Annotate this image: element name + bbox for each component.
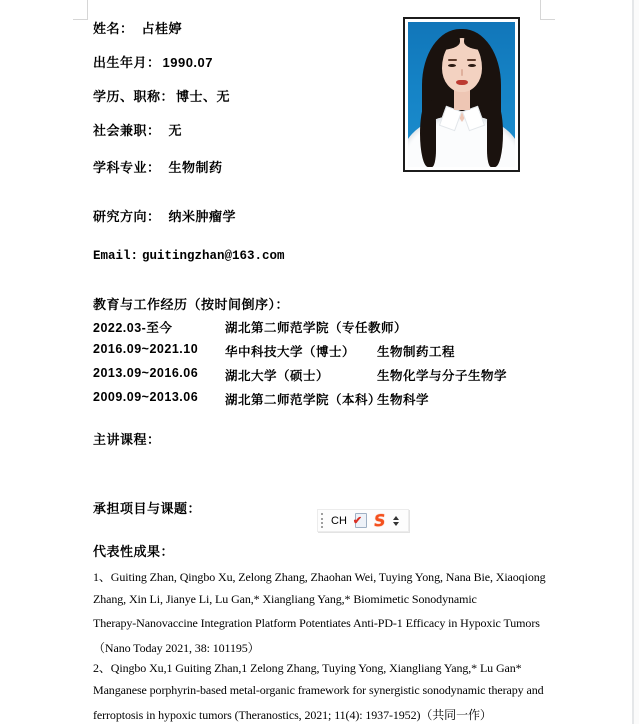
education-period: 2022.03-至今 — [93, 321, 173, 335]
education-period: 2016.09~2021.10 — [93, 342, 199, 356]
field-label: Email: — [93, 249, 139, 263]
profile-photo[interactable] — [403, 17, 520, 172]
ime-pad-icon[interactable] — [352, 513, 367, 528]
publication-line: ferroptosis in hypoxic tumors (Theranostics, 2021; 11(4): 1937-1952)（共同一作） — [93, 708, 492, 722]
projects-heading: 承担项目与课题： — [93, 501, 202, 516]
crop-mark-line — [540, 0, 541, 20]
crop-mark-line — [87, 0, 88, 20]
photo-face — [442, 38, 482, 92]
photo-brow — [467, 59, 476, 61]
field-degree-title — [93, 86, 230, 105]
publication-line: 2、Qingbo Xu,1 Guiting Zhan,1 Zelong Zhang, Tuying Yong, Xiangliang Yang,* Lu Gan* — [93, 661, 522, 675]
achievements-heading: 代表性成果： — [93, 544, 175, 559]
education-heading: 教育与工作经历（按时间倒序）： — [93, 297, 290, 312]
education-major: 生物化学与分子生物学 — [377, 369, 508, 383]
courses-heading: 主讲课程： — [93, 432, 161, 447]
field-value: 博士、无 — [176, 89, 231, 104]
field-label: 出生年月： — [93, 55, 161, 70]
field-birthdate — [93, 52, 213, 71]
publication-line: 1、Guiting Zhan, Qingbo Xu, Zelong Zhang, Zhaohan Wei, Tuying Yong, Nana Bie, Xiaoqiong — [93, 570, 546, 584]
margin-crop-mark-right — [540, 0, 555, 20]
publication-line: Zhang, Xin Li, Jianye Li, Lu Gan,* Xiangliang Yang,* Biomimetic Sonodynamic — [93, 592, 477, 606]
field-label: 学历、职称： — [93, 89, 175, 104]
field-value: 占桂婷 — [141, 21, 183, 36]
photo-brow — [448, 59, 457, 61]
education-period: 2009.09~2013.06 — [93, 390, 199, 404]
education-row — [0, 342, 639, 360]
education-institution: 湖北大学（硕士） — [225, 369, 330, 383]
page-outside-area — [634, 0, 639, 724]
publication-line: Manganese porphyrin-based metal-organic framework for synergistic sonodynamic therapy and — [93, 683, 544, 697]
crop-mark-line — [540, 19, 555, 20]
ime-language-bar[interactable] — [317, 509, 409, 532]
education-major: 生物制药工程 — [377, 345, 456, 359]
photo-background — [408, 22, 515, 167]
education-row — [0, 390, 639, 408]
field-label: 姓名： — [93, 21, 134, 36]
drag-handle-icon[interactable] — [321, 513, 325, 528]
field-label: 社会兼职： — [93, 123, 161, 138]
photo-hair-left — [420, 100, 436, 167]
field-value: 纳米肿瘤学 — [168, 209, 237, 224]
crop-mark-line — [73, 19, 88, 20]
chevron-down-icon — [393, 522, 399, 526]
field-value: guitingzhan@163.com — [142, 249, 285, 263]
education-major: 生物科学 — [377, 393, 430, 407]
chevron-up-icon — [393, 516, 399, 520]
field-name — [93, 18, 182, 37]
field-label: 学科专业： — [93, 160, 161, 175]
education-period: 2013.09~2016.06 — [93, 366, 199, 380]
field-value: 1990.07 — [162, 55, 214, 70]
photo-mouth — [456, 80, 468, 85]
education-institution: 湖北第二师范学院（专任教师） — [225, 321, 408, 335]
margin-crop-mark-left — [73, 0, 88, 20]
field-value: 无 — [168, 123, 183, 138]
photo-eye — [448, 64, 456, 67]
field-value: 生物制药 — [168, 160, 223, 175]
field-research-direction — [93, 206, 236, 225]
check-icon: ✔ — [352, 515, 363, 527]
sogou-input-icon[interactable]: S — [373, 510, 387, 530]
field-social-posts — [93, 120, 182, 139]
publication-line: （Nano Today 2021, 38: 101195） — [93, 641, 260, 655]
education-row — [0, 366, 639, 384]
photo-eye — [468, 64, 476, 67]
education-institution: 华中科技大学（博士） — [225, 345, 356, 359]
photo-nose — [461, 69, 463, 76]
publication-line: Therapy-Nanovaccine Integration Platform Potentiates Anti-PD-1 Efficacy in Hypoxic Tumors — [93, 616, 540, 630]
field-email — [93, 249, 285, 263]
ime-language-button[interactable]: CH — [331, 514, 347, 527]
field-label: 研究方向： — [93, 209, 161, 224]
ime-options-spinner[interactable] — [393, 516, 399, 526]
education-row — [0, 318, 639, 336]
education-institution: 湖北第二师范学院（本科） — [225, 393, 382, 407]
field-discipline — [93, 157, 223, 176]
